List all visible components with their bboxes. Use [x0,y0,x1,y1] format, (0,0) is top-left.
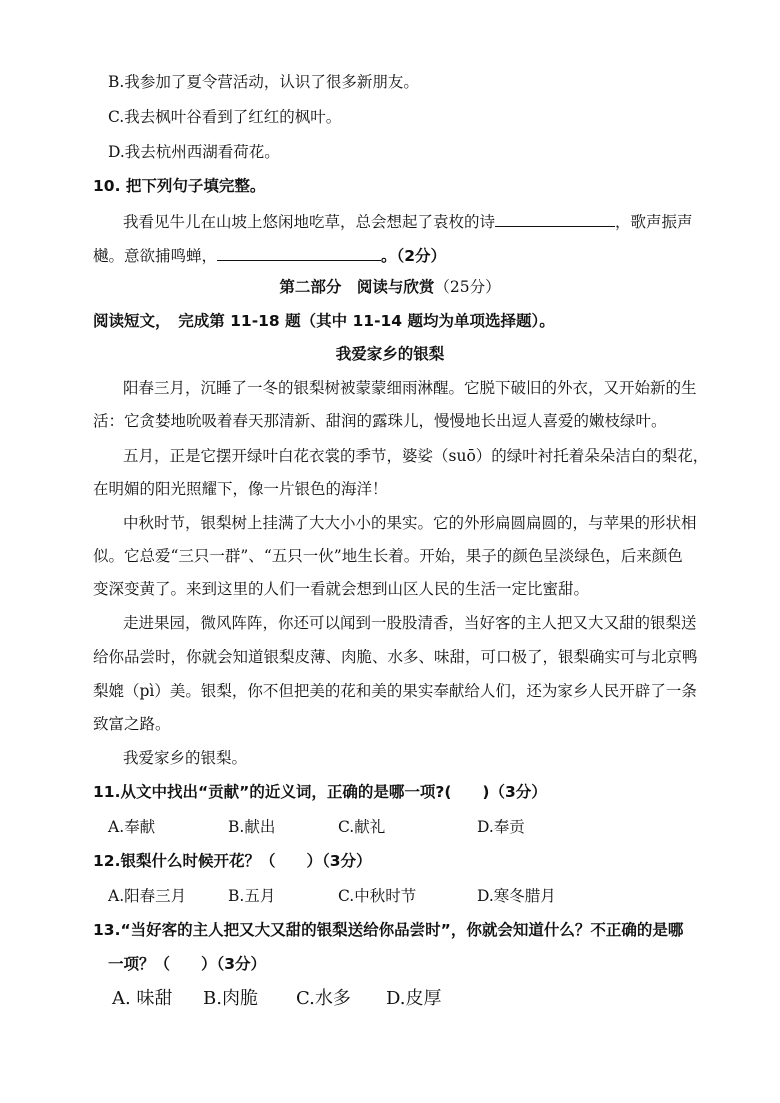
q12-question: 12.银梨什么时候开花？（ ）（3分） [93,852,372,870]
passage-line: 我爱家乡的银梨。 [123,749,248,767]
q11-option-d[interactable]: D.奉贡 [477,818,525,836]
passage-line: 在明媚的阳光照耀下，像一片银色的海洋！ [93,480,388,498]
q11-question: 11.从文中找出“贡献”的近义词，正确的是哪一项?( )（3分） [93,783,547,801]
q10-line-2-text: 樾。意欲捕鸣蝉， [93,247,218,265]
part2-heading-title: 第二部分 阅读与欣赏 [279,278,435,296]
passage-line: 似。它总爱“三只一群”、“五只一伙”地生长着。开始，果子的颜色呈淡绿色，后来颜色 [93,547,683,565]
q13-option-d[interactable]: D.皮厚 [386,988,442,1009]
q9-option-b: B.我参加了夏令营活动，认识了很多新朋友。 [108,73,419,91]
q10-title: 10. 把下列句子填完整。 [93,177,266,195]
passage-line: 梨媲（pì）美。银梨，你不但把美的花和美的果实奉献给人们，还为家乡人民开辟了一条 [93,682,697,700]
q10-line-2 [93,244,446,266]
q13-option-b[interactable]: B.肉脆 [203,988,258,1009]
q13-question-line-1: 13.“当好客的主人把又大又甜的银梨送给你品尝时”，你就会知道什么？不正确的是哪 [93,921,684,939]
passage-line: 给你品尝时，你就会知道银梨皮薄、肉脆、水多、味甜，可口极了，银梨确实可与北京鸭 [93,648,698,666]
q10-line-1 [123,210,693,232]
passage-line: 变深变黄了。来到这里的人们一看就会想到山区人民的生活一定比蜜甜。 [93,580,590,598]
passage-line: 走进果园，微风阵阵，你还可以闻到一股股清香，当好客的主人把又大又甜的银梨送 [123,614,697,632]
q12-option-a[interactable]: A.阳春三月 [108,887,187,905]
q9-option-d: D.我去杭州西湖看荷花。 [108,143,280,161]
q13-option-a[interactable]: A. 味甜 [112,988,173,1009]
q12-option-c[interactable]: C.中秋时节 [338,887,417,905]
q13-question-line-2: 一项？（ ）（3分） [108,955,267,973]
q10-line-1-text: 我看见牛儿在山坡上悠闲地吃草，总会想起了袁枚的诗 [123,213,496,231]
q12-option-b[interactable]: B.五月 [228,887,276,905]
part2-heading-score: （25分） [434,278,501,296]
q11-option-a[interactable]: A.奉献 [108,818,156,836]
q10-blank-1[interactable] [495,210,615,227]
passage-title: 我爱家乡的银梨 [335,345,445,363]
q12-option-d[interactable]: D.寒冬腊月 [477,887,556,905]
q10-line-2-end: 。（2分） [381,247,447,265]
passage-line: 活：它贪婪地吮吸着春天那清新、甜润的露珠儿，慢慢地长出逗人喜爱的嫩枝绿叶。 [93,412,667,430]
q10-blank-2[interactable] [217,244,381,261]
q10-line-1-end: ，歌声振声 [615,213,693,231]
q13-option-c[interactable]: C.水多 [296,988,351,1009]
q11-option-c[interactable]: C.献礼 [338,818,386,836]
part2-heading [0,277,780,297]
part2-instruction: 阅读短文， 完成第 11-18 题（其中 11-14 题均为单项选择题）。 [93,312,555,330]
q11-option-b[interactable]: B.献出 [228,818,276,836]
passage-line: 五月，正是它摆开绿叶白花衣裳的季节，婆娑（suō）的绿叶衬托着朵朵洁白的梨花， [123,447,709,465]
passage-line: 致富之路。 [93,715,171,733]
q9-option-c: C.我去枫叶谷看到了红红的枫叶。 [108,108,342,126]
passage-line: 阳春三月，沉睡了一冬的银梨树被蒙蒙细雨淋醒。它脱下破旧的外衣，又开始新的生 [123,379,697,397]
passage-line: 中秋时节，银梨树上挂满了大大小小的果实。它的外形扁圆扁圆的，与苹果的形状相 [123,514,697,532]
